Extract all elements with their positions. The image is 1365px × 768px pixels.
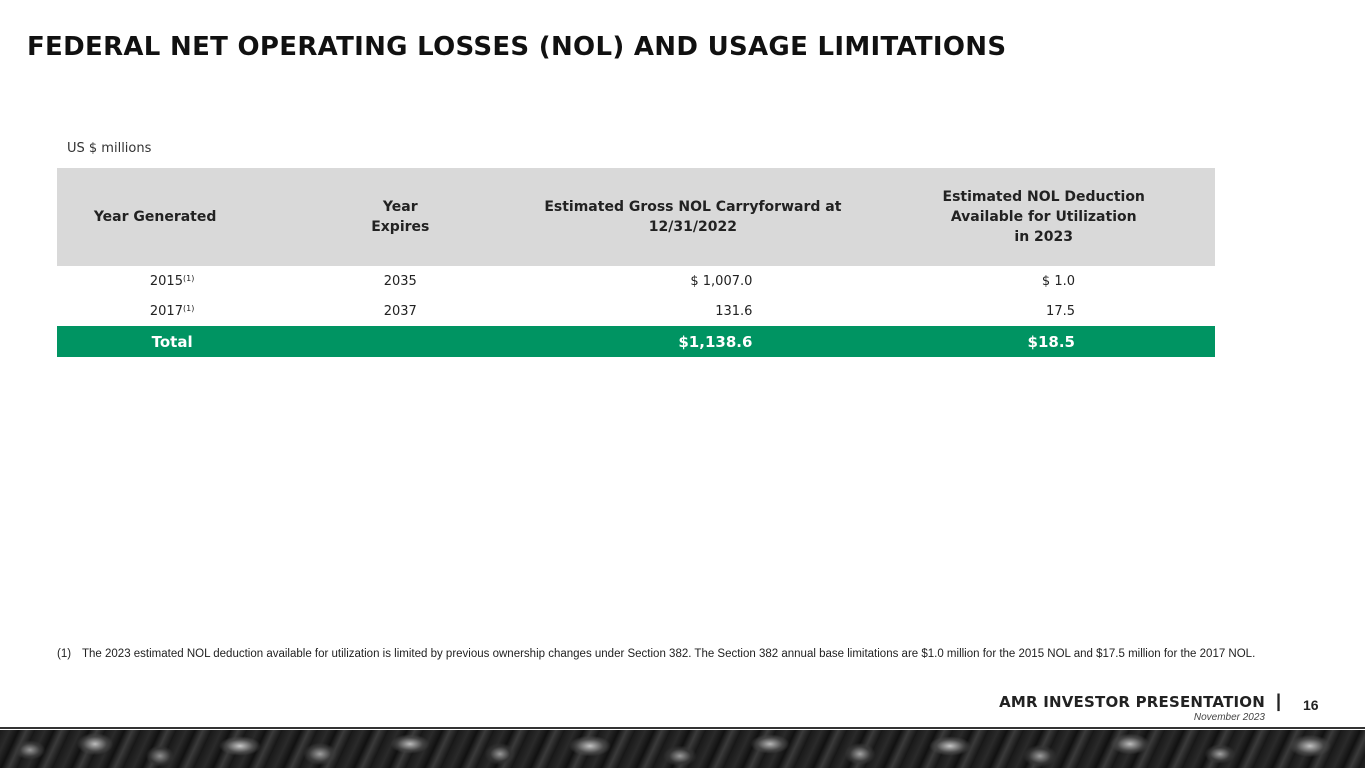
cell-gross-nol: $ 1,007.0: [690, 273, 753, 289]
cell-year-expires: 2037: [383, 303, 417, 319]
cell-year-generated: 2017$^{(1)}$: [149, 303, 195, 319]
footer-brand: AMR INVESTOR PRESENTATION: [999, 693, 1265, 711]
footer-date: November 2023: [1193, 712, 1265, 723]
footnote-text: The 2023 estimated NOL deduction available for utilization is limited by previous ownership changes under Section 382. The Section 382 annual base limitations are $1.0 million for the 2015 NOL and $17.5 million for the 2017 NOL.: [82, 648, 1256, 660]
header-gross-nol: Estimated Gross NOL Carryforward at 12/31/2022: [513, 168, 872, 266]
footer-divider: [0, 727, 1365, 729]
header-year-expires: Year Expires: [287, 168, 513, 266]
total-row: [57, 326, 1215, 357]
cell-gross-nol: 131.6: [715, 303, 753, 319]
header-year-generated: Year Generated: [57, 168, 287, 266]
table-row: [57, 296, 1215, 326]
total-label: Total: [57, 326, 287, 357]
coal-banner-image: [0, 730, 1365, 768]
cell-year-generated: 2015$^{(1)}$: [149, 273, 195, 289]
total-year-expires: [287, 326, 513, 357]
units-label: US $ millions: [67, 141, 152, 156]
footnote-number: (1): [57, 648, 72, 660]
footer-separator: |: [1276, 691, 1282, 711]
table-row: [57, 266, 1215, 296]
nol-table: [57, 168, 1215, 357]
cell-nol-deduction: $ 1.0: [1041, 273, 1075, 289]
footnote-ref: (1): [182, 303, 195, 313]
table-header-row: [57, 168, 1215, 266]
footnote: [57, 647, 1297, 662]
slide-title: FEDERAL NET OPERATING LOSSES (NOL) AND USAGE LIMITATIONS: [27, 32, 1007, 62]
total-nol-deduction: $18.5: [872, 326, 1215, 357]
header-nol-deduction: Estimated NOL Deduction Available for Utilization in 2023: [872, 168, 1215, 266]
cell-year-expires: 2035: [383, 273, 417, 289]
footnote-ref: (1): [182, 273, 195, 283]
total-gross-nol: $1,138.6: [513, 326, 872, 357]
cell-nol-deduction: 17.5: [1046, 303, 1075, 319]
page-number: 16: [1303, 697, 1319, 713]
